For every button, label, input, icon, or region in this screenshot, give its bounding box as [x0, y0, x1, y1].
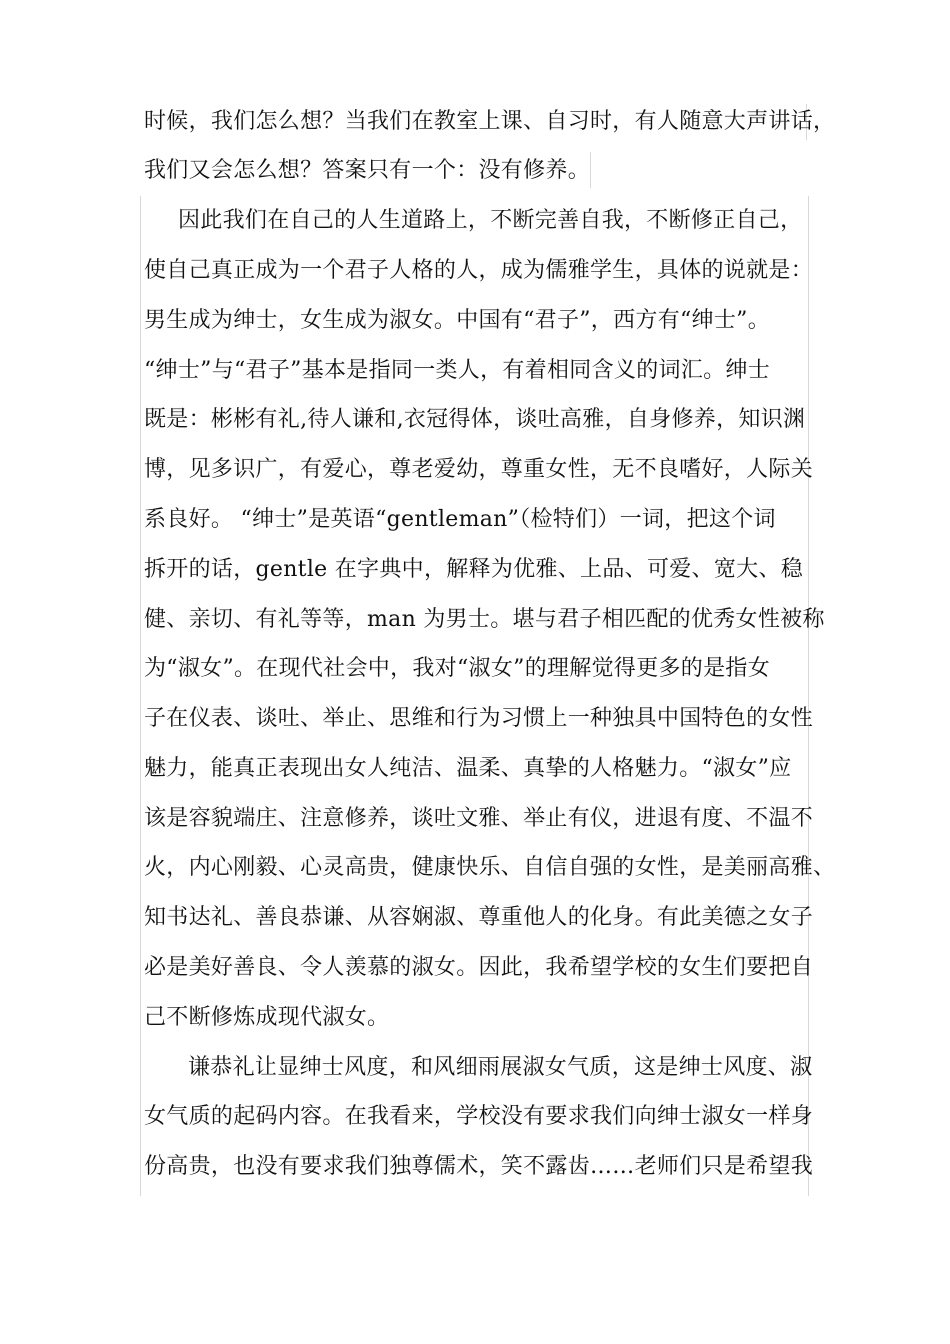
- text-line: 该是容貌端庄、注意修养，谈吐文雅、举止有仪，进退有度、不温不: [144, 806, 814, 831]
- paragraph-first-line: 谦恭礼让显绅士风度，和风细雨展淑女气质，这是绅士风度、淑: [188, 1055, 813, 1080]
- column-rule-right: [808, 196, 809, 1196]
- text-line: 时候，我们怎么想？当我们在教室上课、自习时，有人随意大声讲话，: [144, 109, 836, 134]
- text-line: 女气质的起码内容。在我看来，学校没有要求我们向绅士淑女一样身: [144, 1104, 814, 1129]
- text-line: 知书达礼、善良恭谦、从容娴淑、尊重他人的化身。有此美德之女子: [144, 905, 814, 930]
- text-line: 男生成为绅士，女生成为淑女。中国有“君子”，西方有“绅士”。: [144, 308, 770, 333]
- text-line: 使自己真正成为一个君子人格的人，成为儒雅学生，具体的说就是：: [144, 258, 814, 283]
- paragraph-first-line: 因此我们在自己的人生道路上，不断完善自我，不断修正自己，: [178, 208, 803, 233]
- text-line: 博，见多识广，有爱心，尊老爱幼，尊重女性，无不良嗜好，人际关: [144, 457, 814, 482]
- text-line: 份高贵，也没有要求我们独尊儒术，笑不露齿……老师们只是希望我: [144, 1154, 814, 1179]
- text-line: 火，内心刚毅、心灵高贵，健康快乐、自信自强的女性，是美丽高雅、: [144, 855, 836, 880]
- text-line: 己不断修炼成现代淑女。: [144, 1005, 390, 1030]
- column-rule-left: [140, 196, 141, 1196]
- text-line: 我们又会怎么想？答案只有一个：没有修养。: [144, 158, 591, 183]
- text-line: 子在仪表、谈吐、举止、思维和行为习惯上一种独具中国特色的女性: [144, 706, 814, 731]
- text-line: 系良好。 “绅士”是英语“gentleman”（检特们）一词，把这个词: [144, 507, 776, 532]
- text-line: “绅士”与“君子”基本是指同一类人，有着相同含义的词汇。绅士: [144, 358, 770, 383]
- text-line: 魅力，能真正表现出女人纯洁、温柔、真挚的人格魅力。“淑女”应: [144, 756, 792, 781]
- text-line: 拆开的话，gentle 在字典中，解释为优雅、上品、可爱、宽大、稳: [144, 557, 804, 582]
- text-line: 既是：彬彬有礼,待人谦和,衣冠得体，谈吐高雅，自身修养，知识渊: [144, 407, 806, 432]
- column-rule-short: [590, 152, 591, 188]
- text-line: 健、亲切、有礼等等，man 为男士。堪与君子相匹配的优秀女性被称: [144, 607, 825, 632]
- text-line: 必是美好善良、令人羡慕的淑女。因此，我希望学校的女生们要把自: [144, 955, 814, 980]
- text-line: 为“淑女”。在现代社会中，我对“淑女”的理解觉得更多的是指女: [144, 656, 770, 681]
